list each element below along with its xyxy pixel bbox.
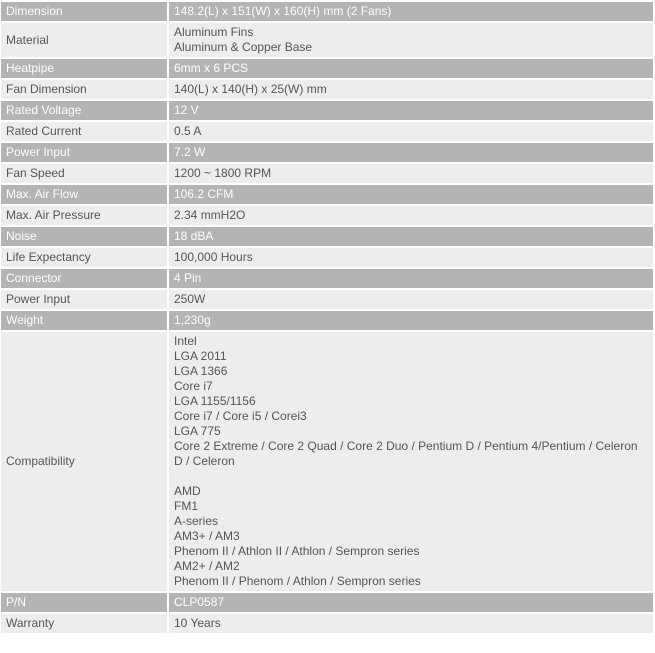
spec-value-line: Core i7 / Core i5 / Corei3 <box>174 409 307 423</box>
spec-row <box>1 122 653 141</box>
spec-row <box>1 185 653 204</box>
spec-value-line: Aluminum & Copper Base <box>174 40 313 54</box>
spec-value-line: Core 2 Extreme / Core 2 Quad / Core 2 Duo / Pentium D / Pentium 4/Pentium / Celeron <box>174 439 638 453</box>
spec-label: Max. Air Pressure <box>1 206 169 225</box>
spec-value-line: Phenom II / Athlon II / Athlon / Sempron series <box>174 544 420 558</box>
spec-label: Material <box>1 23 169 57</box>
spec-row <box>1 206 653 225</box>
spec-value-spacer <box>174 469 648 484</box>
spec-value <box>169 206 653 225</box>
spec-value-line: 2.34 mmH2O <box>174 208 246 222</box>
spec-value-line: CLP0587 <box>174 595 225 609</box>
spec-label: Fan Speed <box>1 164 169 183</box>
spec-value-line: 7.2 W <box>174 145 206 159</box>
spec-value-line: 1,230g <box>174 313 211 327</box>
spec-value-line: 6mm x 6 PCS <box>174 61 249 75</box>
spec-value <box>169 290 653 309</box>
spec-value-line: LGA 1155/1156 <box>174 394 256 408</box>
spec-value <box>169 227 653 246</box>
spec-label: Connector <box>1 269 169 288</box>
spec-label: P/N <box>1 593 169 612</box>
spec-value-line: 106.2 CFM <box>174 187 234 201</box>
spec-label: Rated Current <box>1 122 169 141</box>
spec-value <box>169 185 653 204</box>
spec-row <box>1 269 653 288</box>
spec-row <box>1 2 653 21</box>
spec-value-line: 100,000 Hours <box>174 250 253 264</box>
spec-value-line: FM1 <box>174 499 198 513</box>
spec-row <box>1 101 653 120</box>
spec-value-line: Phenom II / Phenom / Athlon / Sempron series <box>174 574 421 588</box>
spec-value-line: AM2+ / AM2 <box>174 559 240 573</box>
spec-value-line: Aluminum Fins <box>174 25 254 39</box>
spec-value <box>169 332 653 591</box>
spec-value-line: 18 dBA <box>174 229 214 243</box>
spec-value-line: 0.5 A <box>174 124 202 138</box>
spec-label: Rated Voltage <box>1 101 169 120</box>
spec-value <box>169 122 653 141</box>
spec-label: Warranty <box>1 614 169 633</box>
spec-value <box>169 59 653 78</box>
spec-label: Noise <box>1 227 169 246</box>
spec-value-line: AM3+ / AM3 <box>174 529 240 543</box>
spec-value-line: Intel <box>174 334 197 348</box>
spec-label: Compatibility <box>1 332 169 591</box>
spec-value-line: LGA 1366 <box>174 364 228 378</box>
spec-label: Life Expectancy <box>1 248 169 267</box>
spec-row <box>1 290 653 309</box>
spec-value <box>169 164 653 183</box>
spec-value-line: LGA 2011 <box>174 349 227 363</box>
spec-table-body <box>1 2 653 633</box>
spec-value <box>169 143 653 162</box>
spec-value-line: D / Celeron <box>174 454 235 468</box>
spec-value <box>169 2 653 21</box>
spec-value-line: AMD <box>174 484 201 498</box>
spec-value-line: 148.2(L) x 151(W) x 160(H) mm (2 Fans) <box>174 4 392 18</box>
spec-value-line: 140(L) x 140(H) x 25(W) mm <box>174 82 327 96</box>
spec-value-line: 10 Years <box>174 616 221 630</box>
spec-row <box>1 593 653 612</box>
spec-label: Dimension <box>1 2 169 21</box>
spec-value <box>169 101 653 120</box>
spec-value <box>169 80 653 99</box>
spec-value <box>169 269 653 288</box>
spec-value <box>169 23 653 57</box>
spec-row <box>1 164 653 183</box>
spec-table <box>1 0 653 635</box>
spec-value <box>169 593 653 612</box>
spec-row <box>1 59 653 78</box>
spec-row <box>1 332 653 591</box>
spec-value <box>169 311 653 330</box>
spec-value-line: A-series <box>174 514 219 528</box>
spec-row <box>1 80 653 99</box>
spec-label: Weight <box>1 311 169 330</box>
spec-label: Max. Air Flow <box>1 185 169 204</box>
spec-row <box>1 248 653 267</box>
spec-value <box>169 248 653 267</box>
spec-label: Power Input <box>1 290 169 309</box>
spec-value-line: 4 Pin <box>174 271 202 285</box>
spec-row <box>1 614 653 633</box>
spec-value-line: Core i7 <box>174 379 213 393</box>
spec-value-line: 1200 ~ 1800 RPM <box>174 166 272 180</box>
spec-label: Heatpipe <box>1 59 169 78</box>
spec-value <box>169 614 653 633</box>
spec-value-line: LGA 775 <box>174 424 221 438</box>
spec-value-line: 250W <box>174 292 206 306</box>
spec-row <box>1 227 653 246</box>
spec-value-line: 12 V <box>174 103 199 117</box>
spec-row <box>1 311 653 330</box>
spec-row <box>1 23 653 57</box>
spec-row <box>1 143 653 162</box>
spec-label: Power Input <box>1 143 169 162</box>
spec-label: Fan Dimension <box>1 80 169 99</box>
